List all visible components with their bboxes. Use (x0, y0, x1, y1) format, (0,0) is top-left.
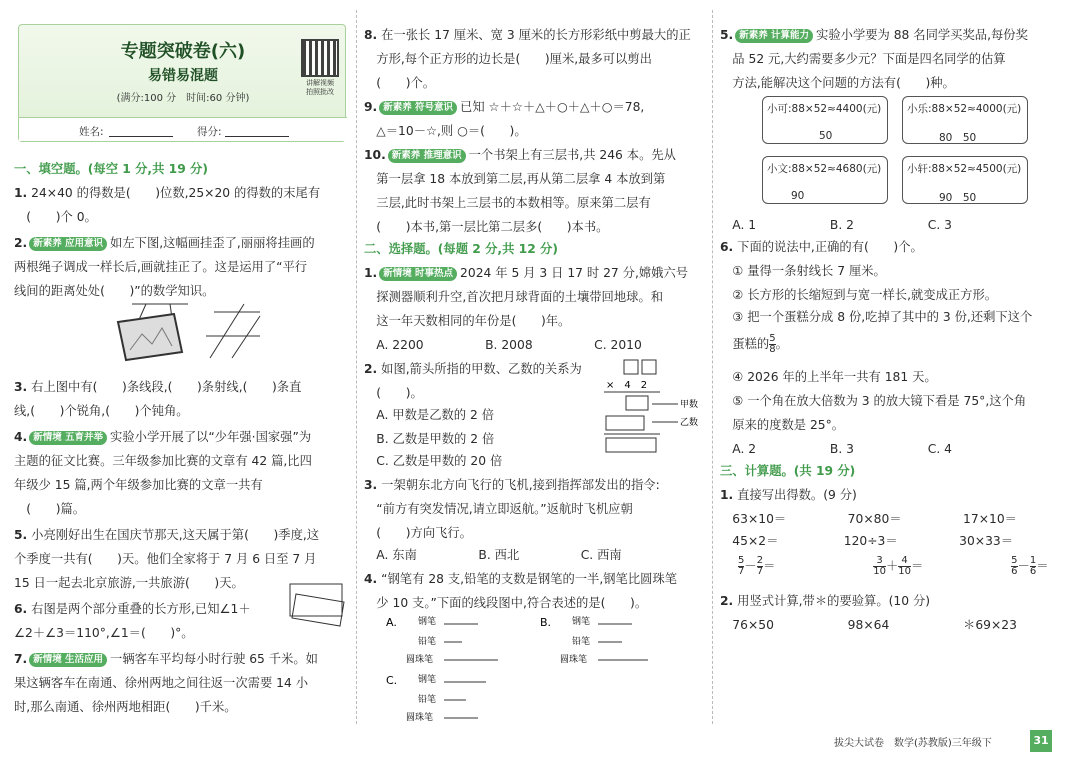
question-line: ( )本书,第一层比第二层多( )本书。 (364, 220, 609, 234)
question-line: A. 2200 B. 2008 C. 2010 (364, 338, 642, 352)
svg-text:圆珠笔: 圆珠笔 (406, 713, 434, 723)
svg-text:铅笔: 铅笔 (572, 637, 591, 647)
fraction-line: 蛋糕的 $\frac{5}{8}$ 。 (732, 333, 788, 355)
question-number: 2. (720, 594, 734, 608)
page-subtitle: 易错易混题 (148, 68, 218, 84)
fraction-row: $\frac{5}{7}$ － $\frac{2}{7}$ ＝ $\frac{3}{10}$ ＋ $\frac{4}{10}$ ＝ $\frac{5}{6}$ － $\frac{1}{6}$ ＝ (738, 555, 1049, 577)
question-number: 8. (364, 28, 378, 42)
svg-text:钢笔: 钢笔 (418, 617, 437, 627)
question-line: 方形,每个正方形的边长是( )厘米,最多可以剪出 (364, 52, 652, 66)
question-line: A. 2 B. 3 C. 4 (720, 442, 953, 456)
question-line: 1. 直接写出得数。(9 分) (720, 488, 857, 502)
option-a: A. (386, 616, 397, 629)
question-line: ④ 2026 年的上半年一共有 181 天。 (720, 370, 937, 384)
question-line: A. 甲数是乙数的 2 倍 (364, 408, 495, 422)
question-line: ( )方向飞行。 (364, 526, 472, 540)
section-heading: 一、填空题。(每空 1 分,共 19 分) (14, 162, 208, 176)
question-number: 5. (14, 528, 28, 542)
question-line: 少 10 支。”下面的线段图中,符合表述的是( )。 (364, 596, 648, 610)
fraction: $\frac{2}{7}$ (756, 555, 764, 577)
estimate-box-xiaowen: 小文:88×52≈4680(元) 90 (762, 156, 888, 204)
question-line: ⑤ 一个角在放大倍数为 3 的放大镜下看是 75°,这个角 (720, 394, 1027, 408)
column-left (14, 0, 350, 764)
question-line: 8. 在一张长 17 厘米、宽 3 厘米的长方形彩纸中剪最大的正 (364, 28, 691, 42)
question-line: 探测器顺利升空,首次把月球背面的土壤带回地球。和 (364, 290, 664, 304)
score-line[interactable] (225, 136, 289, 137)
question-line: 线间的距离处处( )”的数学知识。 (14, 284, 215, 298)
question-line: 15 日一起去北京旅游,一共旅游( )天。 (14, 576, 244, 590)
title-banner (18, 24, 346, 142)
page-title: 专题突破卷(六) (120, 41, 246, 62)
question-line: 这一年天数相同的年份是( )年。 (364, 314, 571, 328)
qr-caption: 讲解视频 拍照批改 (306, 79, 334, 96)
question-line: 主题的征文比赛。三年级参加比赛的文章有 42 篇,比四 (14, 454, 312, 468)
question-number: 6. (14, 602, 28, 616)
question-line: 原来的度数是 25°。 (720, 418, 845, 432)
footer-text: 拔尖大试卷 数学(苏教版)三年级下 (834, 738, 992, 749)
column-middle (364, 0, 706, 764)
fraction: $\frac{4}{10}$ (898, 555, 911, 577)
question-line: A. 东南 B. 西北 C. 西南 (364, 548, 622, 562)
question-number: 3. (14, 380, 28, 394)
divider (712, 10, 713, 724)
name-score-row (19, 117, 347, 141)
question-tag: 新素养 符号意识 (379, 101, 457, 115)
question-line: 4. 新情境 五育并举 实验小学开展了以“少年强·国家强”为 (14, 430, 312, 444)
qr-code (301, 39, 339, 77)
fraction: $\frac{5}{6}$ (1011, 555, 1018, 577)
question-line: ② 长方形的长缩短到与宽一样长,就变成正方形。 (720, 288, 998, 302)
question-line: 76×50 98×64 ＊69×23 (720, 618, 1017, 632)
question-line: 方法,能解决这个问题的方法有( )种。 (720, 76, 955, 90)
question-number: 10. (364, 148, 386, 162)
question-line: 2. 新素养 应用意识 如左下图,这幅画挂歪了,丽丽将挂画的 (14, 236, 315, 250)
question-line: 9. 新素养 符号意识 已知 ☆＋☆＋△＋○＋△＋○＝78, (364, 100, 645, 114)
figure-multiplication-diagram (594, 356, 704, 456)
fraction: $\frac{1}{6}$ (1029, 555, 1037, 577)
question-number: 6. (720, 240, 734, 254)
fraction: $\frac{5}{8}$ (769, 333, 776, 355)
yi-label: 乙数 (680, 418, 699, 428)
figure-overlapping-rectangles (286, 580, 350, 630)
figure-painting-and-lines (110, 300, 264, 366)
mult-row: × 4 2 (606, 380, 648, 391)
estimate-box-xiaoke: 小可:88×52≈4400(元) 50 (762, 96, 888, 144)
question-line: 6. 右图是两个部分重叠的长方形,已知∠1＋ (14, 602, 251, 616)
question-number: 4. (364, 572, 378, 586)
question-line: A. 1 B. 2 C. 3 (720, 218, 953, 232)
section-heading: 二、选择题。(每题 2 分,共 12 分) (364, 242, 558, 256)
jia-label: 甲数 (680, 400, 699, 410)
column-right (720, 0, 1066, 764)
question-line: 年级少 15 篇,两个年级参加比赛的文章一共有 (14, 478, 263, 492)
question-number: 7. (14, 652, 28, 666)
question-line: 三层,此时书架上三层书的本数相等。原来第二层有 (364, 196, 651, 210)
question-line: 4. “钢笔有 28 支,铅笔的支数是钢笔的一半,钢笔比圆珠笔 (364, 572, 678, 586)
svg-text:圆珠笔: 圆珠笔 (406, 655, 434, 665)
question-line: 3. 右上图中有( )条线段,( )条射线,( )条直 (14, 380, 302, 394)
option-c: C. (386, 674, 398, 687)
estimate-box-xiaole: 小乐:88×52≈4000(元) 80 50 (902, 96, 1028, 144)
question-number: 1. (14, 186, 28, 200)
question-line: 1. 新情境 时事热点 2024 年 5 月 3 日 17 时 27 分,嫦娥六号 (364, 266, 689, 280)
question-line: B. 乙数是甲数的 2 倍 (364, 432, 495, 446)
score-info: (满分:100 分 时间:60 分钟) (116, 93, 250, 104)
question-line: 5. 小亮刚好出生在国庆节那天,这天属于第( )季度,这 (14, 528, 320, 542)
question-tag: 新素养 计算能力 (735, 29, 813, 43)
question-line: 45×2＝ 120÷3＝ 30×33＝ (720, 534, 1014, 548)
question-line: 第一层拿 18 本放到第二层,再从第二层拿 4 本放到第 (364, 172, 666, 186)
question-tag: 新情境 生活应用 (29, 653, 107, 667)
question-line: 品 52 元,大约需要多少元？下面是四名同学的估算 (720, 52, 1006, 66)
question-line: 1. 24×40 的得数是( )位数,25×20 的得数的末尾有 (14, 186, 321, 200)
question-line: 个季度一共有( )天。他们全家将于 7 月 6 日至 7 月 (14, 552, 317, 566)
question-line: 时,那么南通、徐州两地相距( )千米。 (14, 700, 237, 714)
question-line: ( )。 (364, 386, 423, 400)
question-line: ( )篇。 (14, 502, 86, 516)
question-line: “前方有突发情况,请立即返航。”返航时飞机应朝 (364, 502, 633, 516)
score-label: 得分: (197, 126, 222, 138)
question-number: 9. (364, 100, 378, 114)
question-line: 63×10＝ 70×80＝ 17×10＝ (720, 512, 1017, 526)
question-number: 1. (720, 488, 734, 502)
fraction: $\frac{5}{7}$ (738, 555, 745, 577)
question-line: ( )个。 (364, 76, 436, 90)
divider (356, 10, 357, 724)
svg-text:钢笔: 钢笔 (572, 617, 591, 627)
question-line: 果这辆客车在南通、徐州两地之间往返一次需要 14 小 (14, 676, 308, 690)
question-line: 线,( )个锐角,( )个钝角。 (14, 404, 189, 418)
question-line: 5. 新素养 计算能力 实验小学要为 88 名同学买奖品,每份奖 (720, 28, 1028, 42)
estimate-box-xiaoxuan: 小轩:88×52≈4500(元) 90 50 (902, 156, 1028, 204)
name-label: 姓名: (79, 126, 104, 138)
question-line: 3. 一架朝东北方向飞行的飞机,接到指挥部发出的指令: (364, 478, 660, 492)
question-line: △＝10－☆,则 ○＝( )。 (364, 124, 527, 138)
svg-text:圆珠笔: 圆珠笔 (560, 655, 588, 665)
question-number: 3. (364, 478, 378, 492)
option-b: B. (540, 616, 552, 629)
name-line[interactable] (109, 136, 173, 137)
section-heading: 三、计算题。(共 19 分) (720, 464, 856, 478)
question-line: ∠2＋∠3＝110°,∠1＝( )°。 (14, 626, 194, 640)
question-line: 7. 新情境 生活应用 一辆客车平均每小时行驶 65 千米。如 (14, 652, 318, 666)
question-tag: 新素养 推理意识 (388, 149, 466, 163)
question-number: 5. (720, 28, 734, 42)
question-line: ③ 把一个蛋糕分成 8 份,吃掉了其中的 3 份,还剩下这个 (720, 310, 1033, 324)
question-line: 2. 用竖式计算,带＊的要验算。(10 分) (720, 594, 931, 608)
question-line: 两根绳子调成一样长后,画就挂正了。这是运用了“平行 (14, 260, 308, 274)
question-number: 2. (364, 362, 378, 376)
question-line: C. 乙数是甲数的 20 倍 (364, 454, 503, 468)
fraction: $\frac{3}{10}$ (873, 555, 886, 577)
page-number: 31 (1030, 730, 1052, 752)
svg-text:钢笔: 钢笔 (418, 675, 437, 685)
question-line: 10. 新素养 推理意识 一个书架上有三层书,共 246 本。先从 (364, 148, 676, 162)
question-number: 4. (14, 430, 28, 444)
question-line: ① 量得一条射线长 7 厘米。 (720, 264, 886, 278)
question-tag: 新情境 时事热点 (379, 267, 457, 281)
question-tag: 新情境 五育并举 (29, 431, 107, 445)
question-line: ( )个 0。 (14, 210, 97, 224)
svg-text:铅笔: 铅笔 (418, 637, 437, 647)
svg-text:铅笔: 铅笔 (418, 695, 437, 705)
question-line: 6. 下面的说法中,正确的有( )个。 (720, 240, 923, 254)
figure-segment-options (382, 610, 702, 728)
question-number: 2. (14, 236, 28, 250)
question-number: 1. (364, 266, 378, 280)
question-tag: 新素养 应用意识 (29, 237, 107, 251)
question-line: 2. 如图,箭头所指的甲数、乙数的关系为 (364, 362, 582, 376)
